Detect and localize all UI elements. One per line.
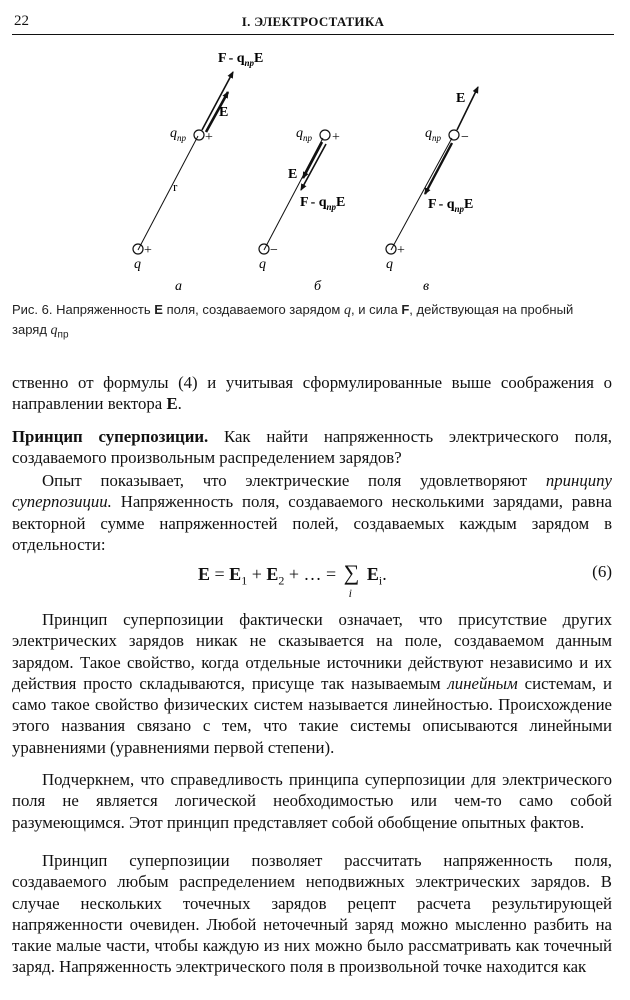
panel-c-probe-label: $q_{пр}$ [425, 126, 441, 143]
panel-b-caption-letter: б [314, 279, 322, 294]
page-header [12, 10, 614, 35]
section-heading: Принцип суперпозиции. [12, 427, 209, 446]
panel-a-probe-label: $q_{пр}$ [170, 126, 186, 143]
panel-a-r-line [138, 136, 198, 250]
panel-b-source-label: q [259, 257, 266, 272]
panel-a [133, 51, 263, 294]
panel-b-field-arrow [303, 142, 322, 178]
paragraph-experiment: Опыт показывает, что электрические поля удовлетворяют принципу суперпозиции. Напряженность поля, создаваемого несколькими зарядами, равна векторной сумме напряженностей полей, создаваемых каждым зарядом в отдельности: [12, 471, 612, 554]
equation-body: $E = E_1 + E_2$ + … = ∑ i $E_i$. [198, 560, 387, 600]
panel-c-probe-charge-icon [449, 130, 459, 140]
panel-c [386, 87, 478, 294]
panel-c-force-label: F - $q_{пр}E$ [428, 197, 474, 214]
figure-caption: Рис. 6. Напряженность E поля, создаваемого зарядом q, и сила F, действующая на пробный заряд $q_{пр}$ [12, 302, 574, 341]
panel-c-source-label: q [386, 257, 393, 272]
panel-a-source-sign: + [144, 243, 152, 258]
figure-6-drawing [0, 40, 630, 300]
figure-6 [0, 40, 630, 300]
panel-b-probe-label: $q_{пр}$ [296, 126, 312, 143]
paragraph-emphasis: Подчеркнем, что справедливость принципа суперпозиции для электрического поля не является логической необходимостью или чем-то само собой разумеющимся. Этот принцип представляет собой обобщение опытных фактов. [12, 770, 612, 832]
panel-a-caption-letter: а [175, 279, 182, 294]
panel-c-caption-letter: в [423, 279, 430, 294]
panel-a-force-arrow [202, 72, 233, 130]
paragraph-continuation: ственно от формулы (4) и учитывая сформулированные выше соображения о направлении вектора E. [12, 373, 612, 414]
paragraph-calculation: Принцип суперпозиции позволяет рассчитать напряженность поля, создаваемого любым распределением неподвижных электрических зарядов. В случае нескольких точечных зарядов рецепт расчета результирующей напряженности очевиден. Любой неточечный заряд можно мысленно разбить на такие малые части, чтобы каждую из них можно было рассматривать как точечный заряд. Напряженность электрического поля в произвольной точке находится как [12, 851, 612, 977]
panel-b-probe-charge-icon [320, 130, 330, 140]
paragraph-superposition-heading: Принцип суперпозиции. Как найти напряженность электрического поля, создаваемого произвольным распределением зарядов? [12, 427, 613, 468]
panel-c-field-label: E [456, 91, 466, 106]
panel-a-source-label: q [134, 257, 141, 272]
panel-b-probe-sign: + [332, 130, 340, 145]
panel-b [259, 126, 345, 294]
equation-number: (6) [592, 562, 612, 581]
panel-c-force-arrow [425, 143, 452, 194]
panel-c-r-line [391, 138, 452, 250]
panel-a-r-label: r [173, 179, 178, 194]
panel-a-field-label: E [219, 105, 229, 120]
panel-c-source-sign: + [397, 243, 405, 258]
panel-a-probe-sign: + [205, 130, 213, 145]
panel-a-probe-charge-icon [194, 130, 204, 140]
panel-b-force-label: F - $q_{пр}E$ [300, 195, 346, 212]
paragraph-meaning: Принцип суперпозиции фактически означает, что присутствие других электрических зарядов никак не сказывается на поле, создаваемом данным зарядом. Такое свойство, когда отдельные источники действуют независимо и их действия просто складываются, присуще так называемым линейным системам, и само такое свойство физических систем называется линейностью. Происхождение этого названия связано с тем, что такие системы описываются линейными уравнениями (уравнениями первой степени). [12, 610, 612, 757]
panel-b-force-arrow [301, 144, 326, 190]
panel-c-probe-sign: − [461, 130, 469, 145]
running-title: I. ЭЛЕКТРОСТАТИКА [241, 14, 385, 29]
panel-b-source-sign: − [270, 243, 278, 258]
sum-symbol: ∑ i [343, 560, 360, 600]
panel-a-force-label: F - $q_{пр}E$ [218, 51, 264, 68]
panel-b-field-label: E [288, 167, 298, 182]
equation-6 [0, 556, 612, 602]
page-number: 22 [14, 13, 29, 29]
